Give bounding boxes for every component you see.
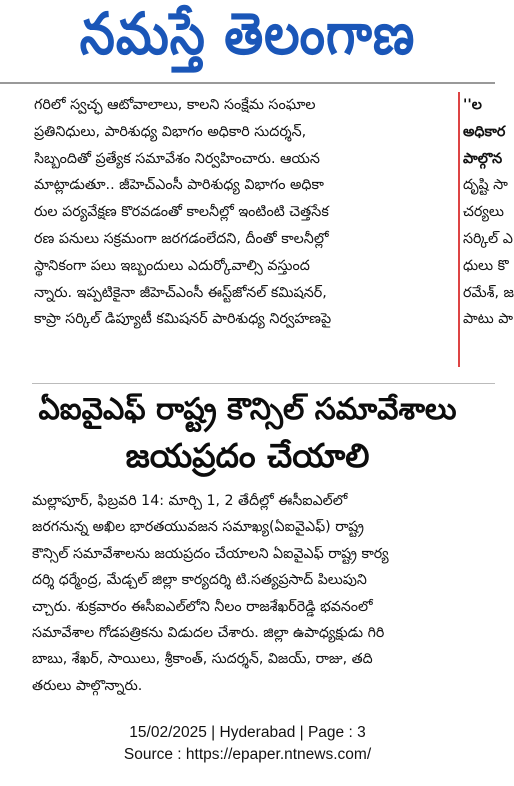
- article-main-line: చ్చారు. శుక్రవారం ఈసీఐఎల్‌లోని నీలం రాజశేఖర్‌రెడ్డి భవనంలో: [32, 598, 373, 615]
- article-top-line: స్థానికంగా పలు ఇబ్బందులు ఎదుర్కోవాల్సి వస్తుంద: [34, 257, 310, 274]
- footer-source: Source : https://epaper.ntnews.com/: [123, 746, 372, 763]
- article-top-line: సిబ్బందితో ప్రత్యేక సమావేశం నిర్వహించారు. ఆయన: [34, 150, 320, 167]
- article-main-line: బాబు, శేఖర్, సాయిలు, శ్రీకాంత్, సుదర్శన్, విజయ్, రాజు, తది: [32, 651, 373, 668]
- article-top-line: గరిలో స్వచ్ఛ ఆటోవాలాలు, కాలని సంక్షేమ సంఘాల: [34, 97, 316, 113]
- side-column-line: చర్యలు: [463, 204, 504, 221]
- column-divider: [458, 92, 460, 367]
- article-main-line: సమావేశాల గోడపత్రికను విడుదల చేశారు. జిల్లా ఉపాధ్యక్షుడు గిరి: [32, 625, 385, 642]
- newspaper-logo-title: నమస్తే తెలంగాణ: [79, 0, 416, 67]
- article-main-line: తరులు పాల్గొన్నారు.: [32, 677, 143, 694]
- article-top-body: [34, 92, 446, 333]
- side-column-line: అధికార: [463, 123, 506, 140]
- side-column-line: పాటు పా: [463, 311, 514, 328]
- side-column-line: సర్కిల్ ఎ: [463, 230, 513, 247]
- side-column-line: ధులు కొ: [463, 257, 509, 274]
- header-rule: [0, 82, 495, 84]
- article-top-line: కాప్రా సర్కిల్ డిప్యూటీ కమిషనర్ పారిశుధ్య నిర్వహణపై: [34, 311, 332, 328]
- article-main-line: దర్శి ధర్మేంద్ర, మేడ్చల్ జిల్లా కార్యదర్శి టి.సత్యప్రసాద్ పిలుపుని: [32, 572, 367, 589]
- article-top-line: రణ పనులు సక్రమంగా జరగడంలేదని, దీంతో కాలనీల్లో: [34, 230, 329, 247]
- side-column-line: పాల్గొన: [463, 150, 503, 167]
- side-column-line: ''ల: [463, 97, 482, 113]
- article-top-line: మాట్లాడుతూ.. జీహెచ్ఎంసీ పారిశుధ్య విభాగం అధికా: [34, 177, 324, 194]
- footer-dateline: 15/02/2025 | Hyderabad | Page : 3: [129, 724, 366, 741]
- side-column-line: రమేశ్, జ: [463, 284, 514, 301]
- article-main-line: జరగనున్న అఖిల భారతయువజన సమాఖ్య(ఏఐవైఎఫ్) రాష్ట్ర: [32, 519, 364, 536]
- side-column-clipped: [463, 92, 514, 333]
- article-main-line: కౌన్సిల్ సమావేశాలను జయప్రదం చేయాలని ఏఐవైఎఫ్ రాష్ట్ర కార్య: [32, 545, 389, 562]
- article-main-body: [32, 488, 480, 699]
- headline-line-1: ఏఐవైఎఫ్ రాష్ట్ర కౌన్సిల్ సమావేశాలు: [38, 392, 457, 427]
- article-top-line: రుల పర్యవేక్షణ కొరవడంతో కాలనీల్లో ఇంటింటి చెత్తసేక: [34, 204, 329, 221]
- article-main-line: మల్లాపూర్, ఫిబ్రవరి 14: మార్చి 1, 2 తేదీల్లో ఈసీఐఎల్‌లో: [32, 493, 348, 509]
- section-rule: [32, 383, 495, 384]
- article-top-line: న్నారు. ఇప్పటికైనా జీహెచ్ఎంసీ ఈస్ట్‌జోనల్ కమిషనర్,: [34, 284, 327, 301]
- side-column-line: దృష్టి సా: [463, 177, 508, 194]
- masthead: [0, 0, 495, 82]
- article-top-line: ప్రతినిధులు, పారిశుధ్య విభాగం అధికారి సుదర్శన్,: [34, 123, 307, 140]
- headline-line-2: జయప్రదం చేయాలి: [125, 436, 370, 475]
